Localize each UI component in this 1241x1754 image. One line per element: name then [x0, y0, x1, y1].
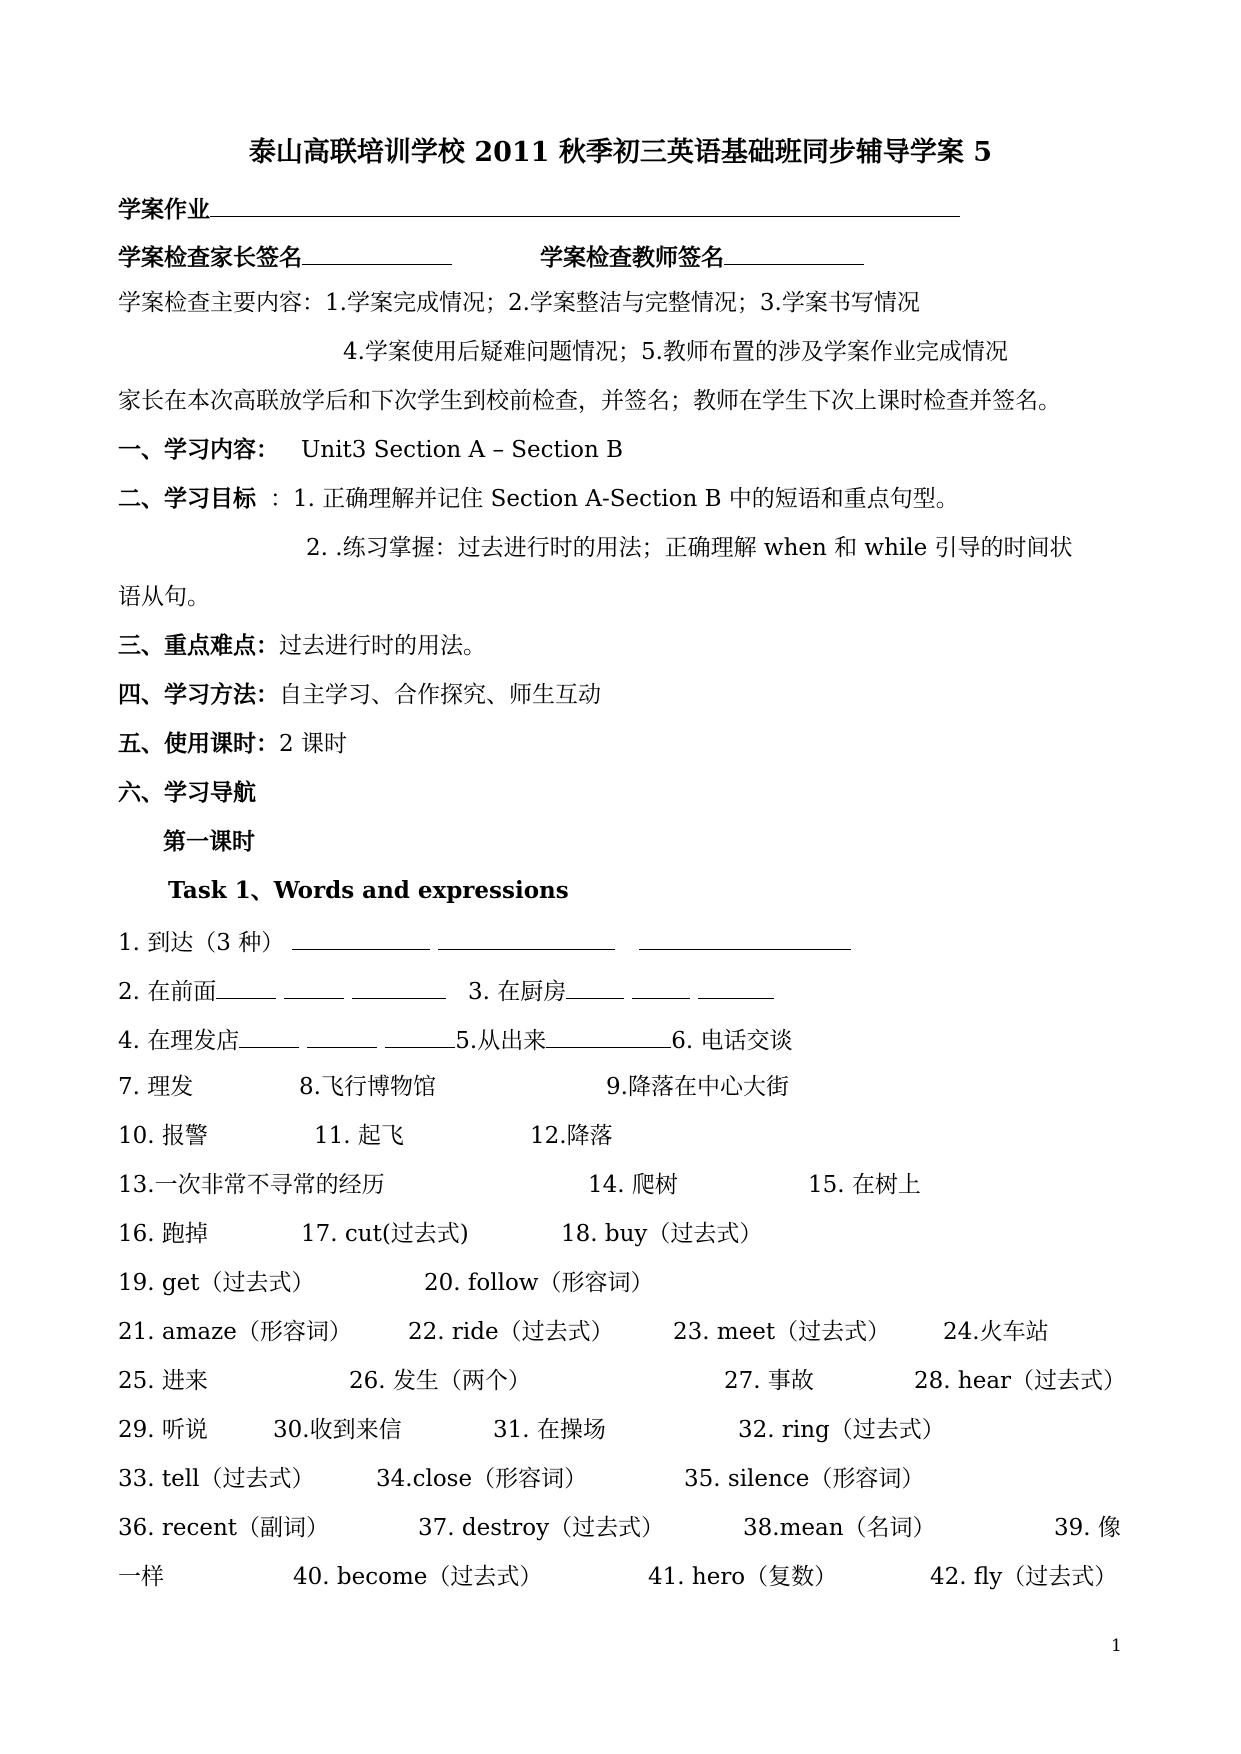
section-goals-text-3: 语从句。: [118, 584, 210, 610]
vocab-item: 一样: [118, 1564, 164, 1590]
vocab-row: [118, 925, 1128, 955]
vocab-item: 11. 起飞: [314, 1123, 404, 1149]
teacher-sign-blank[interactable]: [724, 240, 864, 265]
signature-line: [118, 240, 864, 273]
vocab-item: 30.收到来信: [273, 1417, 402, 1443]
section-goals-text-1: ：1. 正确理解并记住 Section A-Section B 中的短语和重点句型。: [270, 486, 959, 512]
methods-label: 四、学习方法：: [118, 681, 279, 708]
vocab-item: 15. 在树上: [808, 1172, 921, 1198]
homework-line: [118, 192, 960, 225]
answer-blank[interactable]: [438, 925, 615, 950]
section-goals-label: 二、学习目标: [118, 485, 256, 512]
vocab-item: 13.一次非常不寻常的经历: [118, 1172, 385, 1198]
vocab-item: 18. buy（过去式）: [561, 1221, 763, 1247]
answer-blank[interactable]: [284, 974, 344, 999]
vocab-item: 40. become（过去式）: [293, 1564, 543, 1590]
vocab-item: 10. 报警: [118, 1123, 208, 1149]
vocab-item: 27. 事故: [724, 1368, 814, 1394]
vocab-item: 12.降落: [530, 1123, 613, 1149]
vocab-item: 14. 爬树: [588, 1172, 678, 1198]
answer-blank[interactable]: [239, 1023, 299, 1048]
vocab-item: 32. ring（过去式）: [738, 1417, 945, 1443]
vocab-item: 16. 跑掉: [118, 1221, 208, 1247]
page-title: 泰山高联培训学校 2011 秋季初三英语基础班同步辅导学案 5: [248, 137, 993, 168]
vocab-item: 35. silence（形容词）: [684, 1466, 925, 1492]
vocab-item: 1. 到达（3 种）: [118, 925, 851, 958]
vocab-item: 17. cut(过去式): [301, 1221, 469, 1247]
section-hours: [118, 729, 347, 759]
vocab-item: 7. 理发: [118, 1074, 194, 1100]
vocab-row: [118, 1023, 1128, 1053]
section-key-points: [118, 631, 486, 661]
vocab-item: 2. 在前面: [118, 974, 446, 1007]
vocab-item: 42. fly（过去式）: [930, 1564, 1118, 1590]
vocab-row: [118, 1121, 1128, 1151]
vocab-item: 23. meet（过去式）: [673, 1319, 891, 1345]
teacher-sign-label: 学案检查教师签名: [540, 244, 724, 271]
vocab-row: [118, 1464, 1128, 1494]
vocab-row: [118, 1562, 1128, 1592]
answer-blank[interactable]: [292, 925, 430, 950]
parent-sign-blank[interactable]: [302, 240, 452, 265]
section-content-label: 一、学习内容：: [118, 436, 279, 463]
section-content-text: Unit3 Section A – Section B: [301, 437, 624, 463]
vocab-item: 8.飞行博物馆: [299, 1074, 436, 1100]
vocab-row: [118, 974, 1128, 1004]
vocab-item: 25. 进来: [118, 1368, 208, 1394]
vocab-row: [118, 1170, 1128, 1200]
instruction-text: 家长在本次高联放学后和下次学生到校前检查，并签名；教师在学生下次上课时检查并签名。: [118, 388, 1061, 414]
vocab-item: 34.close（形容词）: [376, 1466, 588, 1492]
vocab-item: 22. ride（过去式）: [408, 1319, 614, 1345]
vocab-row: [118, 1513, 1128, 1543]
check-content-1: 学案检查主要内容：1.学案完成情况；2.学案整洁与完整情况；3.学案书写情况: [118, 290, 920, 316]
check-content-2: 4.学案使用后疑难问题情况；5.教师布置的涉及学案作业完成情况: [343, 339, 1008, 365]
answer-blank[interactable]: [639, 925, 851, 950]
answer-blank[interactable]: [546, 1023, 671, 1048]
page-number: 1: [1111, 1636, 1122, 1656]
hours-label: 五、使用课时：: [118, 730, 279, 757]
vocab-item: 38.mean（名词）: [743, 1515, 936, 1541]
vocab-item: 41. hero（复数）: [648, 1564, 838, 1590]
vocab-item: 21. amaze（形容词）: [118, 1319, 352, 1345]
answer-blank[interactable]: [385, 1023, 455, 1048]
vocab-item: 3. 在厨房: [468, 974, 774, 1007]
vocab-item: 26. 发生（两个）: [349, 1368, 531, 1394]
section-navigation: 六、学习导航: [118, 779, 256, 806]
homework-blank[interactable]: [210, 192, 960, 217]
task-heading: Task 1、Words and expressions: [168, 877, 569, 904]
homework-label: 学案作业: [118, 196, 210, 223]
vocab-item: 33. tell（过去式）: [118, 1466, 315, 1492]
vocab-row: [118, 1072, 1128, 1102]
answer-blank[interactable]: [352, 974, 446, 999]
methods-text: 自主学习、合作探究、师生互动: [279, 682, 601, 708]
vocab-item: 31. 在操场: [493, 1417, 606, 1443]
answer-blank[interactable]: [698, 974, 774, 999]
vocab-item: 28. hear（过去式）: [914, 1368, 1127, 1394]
section-goals-text-2: 2. .练习掌握：过去进行时的用法；正确理解 when 和 while 引导的时间状: [306, 535, 1073, 561]
section-methods: [118, 680, 601, 710]
section-content: [118, 435, 623, 465]
vocab-item: 39. 像: [1054, 1515, 1121, 1541]
answer-blank[interactable]: [216, 974, 276, 999]
key-points-text: 过去进行时的用法。: [279, 633, 486, 659]
vocab-item: 19. get（过去式）: [118, 1270, 315, 1296]
key-points-label: 三、重点难点：: [118, 632, 279, 659]
vocab-row: [118, 1415, 1128, 1445]
vocab-row: [118, 1268, 1128, 1298]
answer-blank[interactable]: [566, 974, 624, 999]
vocab-item: 24.火车站: [943, 1319, 1049, 1345]
parent-sign-label: 学案检查家长签名: [118, 244, 302, 271]
vocab-item: 29. 听说: [118, 1417, 208, 1443]
section-goals: [118, 484, 959, 514]
vocab-row: [118, 1317, 1128, 1347]
vocab-row: [118, 1219, 1128, 1249]
vocab-item: 36. recent（副词）: [118, 1515, 330, 1541]
answer-blank[interactable]: [632, 974, 690, 999]
vocab-item: 20. follow（形容词）: [424, 1270, 654, 1296]
vocab-row: [118, 1366, 1128, 1396]
hours-text: 2 课时: [279, 731, 347, 757]
answer-blank[interactable]: [307, 1023, 377, 1048]
vocab-item: 4. 在理发店 5.从出来 6. 电话交谈: [118, 1023, 792, 1056]
vocab-item: 9.降落在中心大街: [606, 1074, 789, 1100]
vocab-item: 37. destroy（过去式）: [418, 1515, 665, 1541]
lesson-heading: 第一课时: [163, 828, 255, 855]
